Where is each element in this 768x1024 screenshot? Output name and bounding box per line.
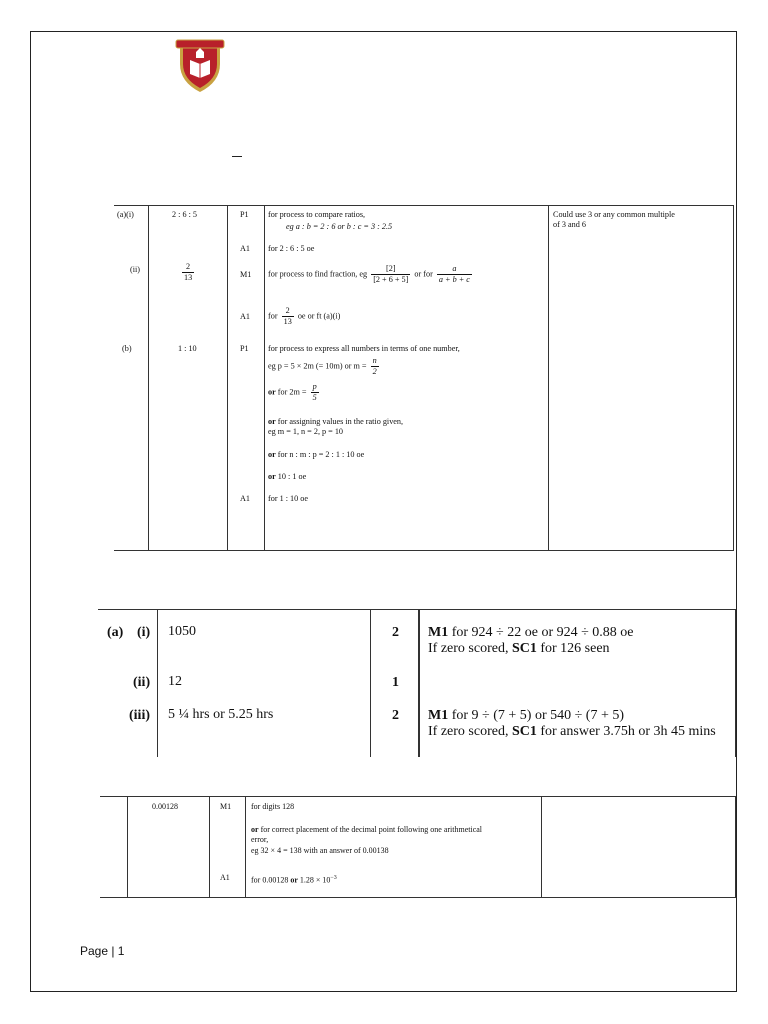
notes-text: Could use 3 or any common multiple [553, 210, 675, 219]
method-example: eg 32 × 4 = 138 with an answer of 0.00138 [251, 846, 389, 855]
part-label: (a)(i) [117, 210, 134, 219]
method-text: for 0.00128 or $1.28 \times 10^{-3}$ [251, 875, 337, 885]
answer-fraction: $\frac{2}{13}$ [184, 262, 193, 282]
answer: 0.00128 [152, 802, 178, 811]
special-case-text: If zero scored, SC1 for answer 3.75h or 3h 45 mins [428, 724, 716, 739]
marks-total: 2 [392, 708, 399, 723]
mark-code: M1 [240, 270, 252, 279]
method-example: eg p = 5 × 2m (= 10m) or m = $\frac{n}{2}$ [268, 356, 377, 376]
method-text: for 2 : 6 : 5 oe [268, 244, 315, 253]
mark-code: P1 [240, 210, 249, 219]
page-number: Page | 1 [80, 944, 125, 958]
marks-total: 1 [392, 675, 399, 690]
answer: 2 : 6 : 5 [172, 210, 198, 219]
method-alternative: or for n : m : p = 2 : 1 : 10 oe [268, 450, 365, 459]
school-crest-logo [172, 34, 228, 94]
method-alternative: or for correct placement of the decimal point following one arithmetical [251, 825, 483, 834]
mark-code: P1 [240, 344, 249, 353]
special-case-text: If zero scored, SC1 for 126 seen [428, 641, 610, 656]
answer: 5 ¼ hrs or 5.25 hrs [168, 707, 274, 722]
method-alternative: or for assigning values in the ratio given, [268, 417, 404, 426]
mark-code: A1 [240, 312, 251, 321]
part-label: (b) [122, 344, 132, 353]
mark-code: A1 [220, 873, 230, 882]
method-text: for digits 128 [251, 802, 295, 811]
method-text: for process to compare ratios, [268, 210, 366, 219]
answer: 1050 [168, 624, 196, 639]
answer: 1 : 10 [178, 344, 197, 353]
part-label: (a) [107, 625, 124, 640]
method-alternative: or 10 : 1 oe [268, 472, 307, 481]
mark-code: A1 [240, 494, 251, 503]
part-label: (i) [137, 625, 151, 640]
method-text: for $\frac{2}{13}$ oe or ft (a)(i) [268, 306, 341, 326]
mark-code: A1 [240, 244, 251, 253]
mark-scheme-table-1 [114, 205, 734, 551]
method-example: eg a : b = 2 : 6 or b : c = 3 : 2.5 [286, 222, 393, 231]
dash-mark [232, 156, 242, 157]
part-label: (ii) [133, 675, 151, 690]
mark-code: M1 [220, 802, 232, 811]
method-text: for 1 : 10 oe [268, 494, 309, 503]
method-example: eg m = 1, n = 2, p = 10 [268, 427, 344, 436]
notes-text: of 3 and 6 [553, 220, 586, 229]
method-text: for process to find fraction, eg $\frac{[2]}{[2 + 6 + 5]}$ or for $\frac{a}{a + b + c}$ [268, 264, 470, 284]
answer: 12 [168, 674, 182, 689]
marks-total: 2 [392, 625, 399, 640]
mark-scheme-table-3 [100, 796, 736, 898]
method-text: for process to express all numbers in terms of one number, [268, 344, 460, 353]
method-text: M1 for 924 ÷ 22 oe or 924 ÷ 0.88 oe [428, 625, 634, 640]
part-label: (ii) [130, 265, 141, 274]
method-alternative: or for 2m = $\frac{p}{5}$ [268, 382, 317, 402]
method-text: error, [251, 835, 269, 844]
mark-scheme-table-2 [98, 609, 736, 757]
method-text: M1 for 9 ÷ (7 + 5) or 540 ÷ (7 + 5) [428, 708, 625, 723]
part-label: (iii) [129, 708, 150, 723]
